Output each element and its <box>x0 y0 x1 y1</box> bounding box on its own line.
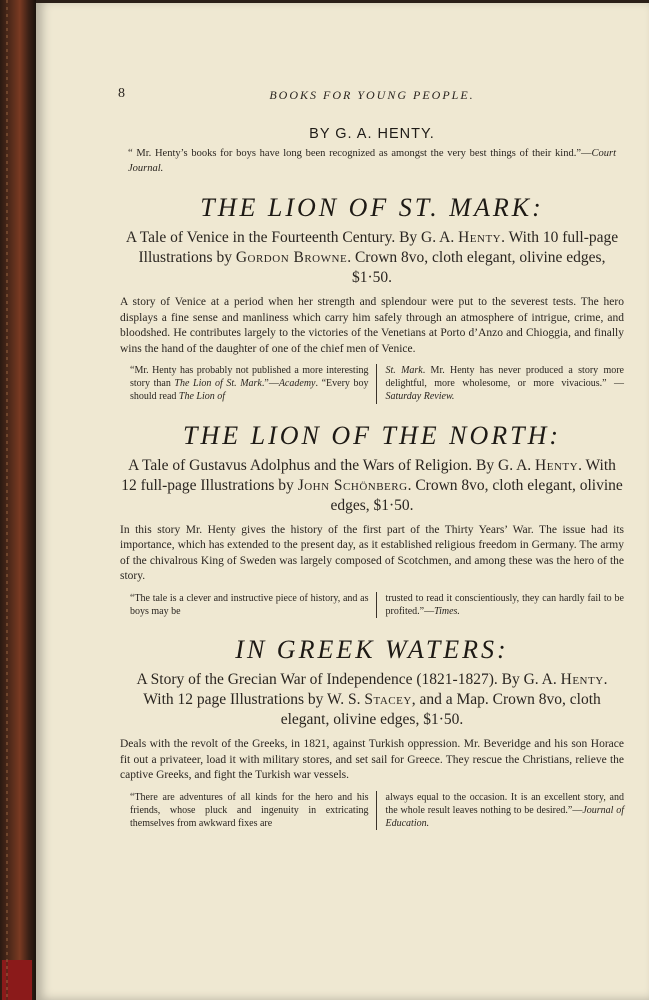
quote-text: trusted to read it conscientiously, they can hardly fail to be profited.”— <box>385 592 624 617</box>
subtitle-text: A Tale of Gustavus Adolphus and the Wars of Religion. By G. A. <box>128 456 536 474</box>
author-blurb-text: “ Mr. Henty’s books for boys have long been recognized as amongst the very best things of their kind.”— <box>128 148 592 159</box>
book-title: THE LION OF THE NORTH: <box>182 420 562 450</box>
quote-source: Saturday Review. <box>385 391 455 403</box>
subtitle-text: A Tale of Venice in the Fourteenth Century. By G. A. <box>125 229 459 246</box>
review-quote-left <box>120 364 376 404</box>
subtitle-author: Henty <box>560 671 604 689</box>
subtitle-illustrator: Stacey <box>364 691 412 709</box>
review-quote-left <box>120 592 376 618</box>
book-subtitle <box>120 228 624 288</box>
subtitle-text: . With 12 full-page Illustrations by <box>121 456 616 494</box>
book-entry-in-greek-waters <box>120 636 624 830</box>
book-title: THE LION OF ST. MARK: <box>200 193 544 222</box>
author-blurb <box>120 146 624 176</box>
quote-text: .”— <box>261 378 279 390</box>
subtitle-text: A Story of the Grecian War of Independence (1821-1827). By G. A. <box>136 671 561 689</box>
page-number: 8 <box>118 86 125 101</box>
subtitle-author: Henty <box>535 456 579 474</box>
book-description: A story of Venice at a period when her strength and splendour were put to the severest tests. The hero displays a fine sense and manliness which carry him safely through an atmosphere of intrigue, crime, and bloodshed. He contributes largely to the victories of the Venetians at Porto d’Anzo and Chioggia, and finally wins the hand of the daughter of one of the chief men of Venice. <box>120 296 624 355</box>
review-quote-right <box>376 791 625 831</box>
subtitle-illustrator: Gordon Browne <box>235 249 348 266</box>
book-description: In this story Mr. Henty gives the history of the first part of the Thirty Years’ War. The issue had its importance, which has extended to the present day, as it established religious freedom in Germany. The army of the chivalrous King of Sweden was largely composed of Scotchmen, and among these was the hero of the story. <box>120 523 624 583</box>
review-quote-right <box>376 364 625 404</box>
review-quotes <box>120 364 624 404</box>
quote-text: “Mr. Henty has probably not published a more interesting story than <box>130 365 369 390</box>
quote-text: . Mr. Henty has never produced a story more delightful, more wholesome, or more vivacious.” — <box>385 365 624 390</box>
page-header <box>120 86 624 108</box>
quote-emphasis: The Lion of <box>178 391 226 403</box>
book-description: Deals with the revolt of the Greeks, in 1821, against Turkish oppression. Mr. Beveridge and his son Horace fit out a privateer, load it with military stores, and set sail for Greece. They rescue the Christians, relieve the captive Greeks, and fight the Turkish war vessels. <box>120 738 624 782</box>
page-content <box>120 86 624 830</box>
quote-source: Journal of Education. <box>385 804 624 829</box>
book-subtitle <box>120 670 624 730</box>
quote-emphasis: St. Mark <box>385 365 423 376</box>
author-heading: BY G. A. HENTY. <box>309 126 435 142</box>
author-blurb-source: Court Journal. <box>128 148 616 174</box>
book-entry-lion-of-st-mark <box>120 194 624 404</box>
book-entry-lion-of-the-north <box>120 422 624 618</box>
subtitle-text: . Crown 8vo, cloth elegant, olivine edges, $1·50. <box>347 249 606 286</box>
book-title: IN GREEK WATERS: <box>235 635 509 665</box>
running-title: BOOKS FOR YOUNG PEOPLE. <box>269 88 475 102</box>
review-quotes <box>120 791 624 831</box>
book-binding <box>0 0 36 1000</box>
book-page <box>36 0 649 1000</box>
quote-source: Times. <box>434 605 460 617</box>
review-quote-left <box>120 791 376 831</box>
quote-emphasis: The Lion of St. Mark <box>174 378 262 390</box>
quote-text: always equal to the occasion. It is an excellent story, and the whole result leaves nothing to be desired.”— <box>385 791 624 816</box>
quote-text: . “Every boy should read <box>130 378 369 403</box>
book-subtitle <box>120 456 624 516</box>
subtitle-author: Henty <box>458 229 502 246</box>
binding-red-mark <box>2 960 32 1000</box>
review-quotes <box>120 592 624 618</box>
quote-text: “The tale is a clever and instructive piece of history, and as boys may be <box>130 592 369 617</box>
quote-source: Academy <box>278 378 316 390</box>
subtitle-illustrator: John Schönberg <box>297 476 408 494</box>
subtitle-text: . Crown 8vo, cloth elegant, olivine edges, $1·50. <box>330 476 623 514</box>
quote-text: “There are adventures of all kinds for the hero and his friends, whose pluck and ingenuity in extricating themselves from awkward fixes are <box>130 791 369 829</box>
subtitle-text: . With 12 page Illustrations by W. S. <box>143 671 608 709</box>
review-quote-right <box>376 592 625 618</box>
subtitle-text: , and a Map. Crown 8vo, cloth elegant, olivine edges, $1·50. <box>280 691 601 729</box>
subtitle-text: . With 10 full-page Illustrations by <box>138 229 619 266</box>
